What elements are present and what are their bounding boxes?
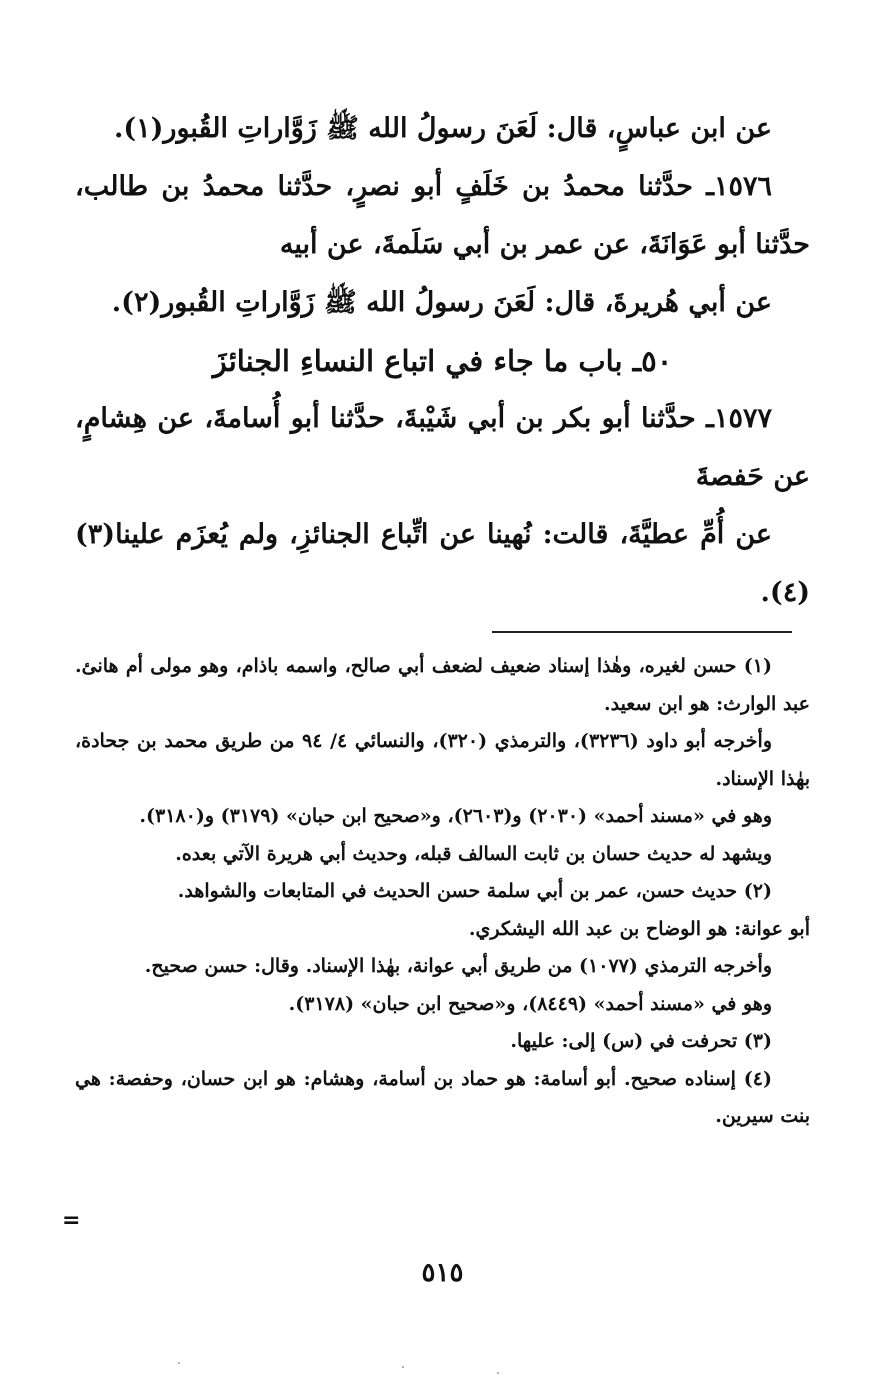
scan-speck [402,1366,404,1368]
footnote-3: (٣) تحرفت في (س) إلى: عليها. [510,1030,772,1052]
hadith-1577-isnad: ١٥٧٧ـ حدَّثنا أبو بكر بن أبي شَيْبةَ، حدَّثنا أبو أُسامةَ، عن هِشامٍ، عن حَفصةَ [75,403,810,492]
footnote-2: (٢) حديث حسن، عمر بن أبي سلمة حسن الحديث في المتابعات والشواهد. [177,880,772,902]
main-text [75,100,810,622]
footnote-1-takhrij: وأخرجه أبو داود (٣٢٣٦)، والترمذي (٣٢٠)، والنسائي ٤/ ٩٤ من طريق محمد بن جحادة، بهٰذا الإسناد. [75,730,810,790]
page-number: ٥١٥ [421,1258,464,1288]
footnote-1: (١) حسن لغيره، وهٰذا إسناد ضعيف لضعف أبي صالح، واسمه باذام، وهو مولى أم هانئ. عبد الوارث: هو ابن سعيد. [75,655,810,715]
footnote-1-musnad: وهو في «مسند أحمد» (٢٠٣٠) و(٢٦٠٣)، و«صحيح ابن حبان» (٣١٧٩) و(٣١٨٠). [139,805,772,827]
hadith-1577-matn: عن أُمِّ عطيَّةَ، قالت: نُهينا عن اتِّباع الجنائزِ، ولم يُعزَم علينا(٣)(٤). [75,519,810,608]
continuation-mark: = [62,1208,81,1233]
scan-speck [497,1372,499,1374]
footnote-4: (٤) إسناده صحيح. أبو أسامة: هو حماد بن أسامة، وهشام: هو ابن حسان، وحفصة: هي بنت سيرين. [75,1067,810,1127]
hadith-text-1575-matn: عن ابن عباسٍ، قال: لَعَنَ رسولُ الله ﷺ زَوَّاراتِ القُبور(١). [113,113,772,144]
hadith-1576-matn: عن أبي هُريرةَ، قال: لَعَنَ رسولُ الله ﷺ زَوَّاراتِ القُبور(٢). [111,287,772,318]
scan-speck [178,1362,180,1364]
footnote-2-narrator: أبو عوانة: هو الوضاح بن عبد الله اليشكري. [468,917,810,940]
footnote-2-musnad: وهو في «مسند أحمد» (٨٤٤٩)، و«صحيح ابن حبان» (٣١٧٨). [288,992,772,1015]
hadith-1576-isnad: ١٥٧٦ـ حدَّثنا محمدُ بن خَلَفٍ أبو نصرٍ، حدَّثنا محمدُ بن طالب، حدَّثنا أبو عَوَانَةَ، عن عمر بن أبي سَلَمةَ، عن أبيه [75,171,810,260]
footnote-separator [492,631,792,633]
footnotes [75,648,810,1136]
footnote-2-takhrij: وأخرجه الترمذي (١٠٧٧) من طريق أبي عوانة، بهٰذا الإسناد. وقال: حسن صحيح. [144,955,772,977]
footnote-1-shahid: ويشهد له حديث حسان بن ثابت السالف قبله، وحديث أبي هريرة الآتي بعده. [175,842,772,865]
chapter-heading: ٥٠ـ باب ما جاء في اتباع النساءِ الجنائزَ [212,344,673,378]
